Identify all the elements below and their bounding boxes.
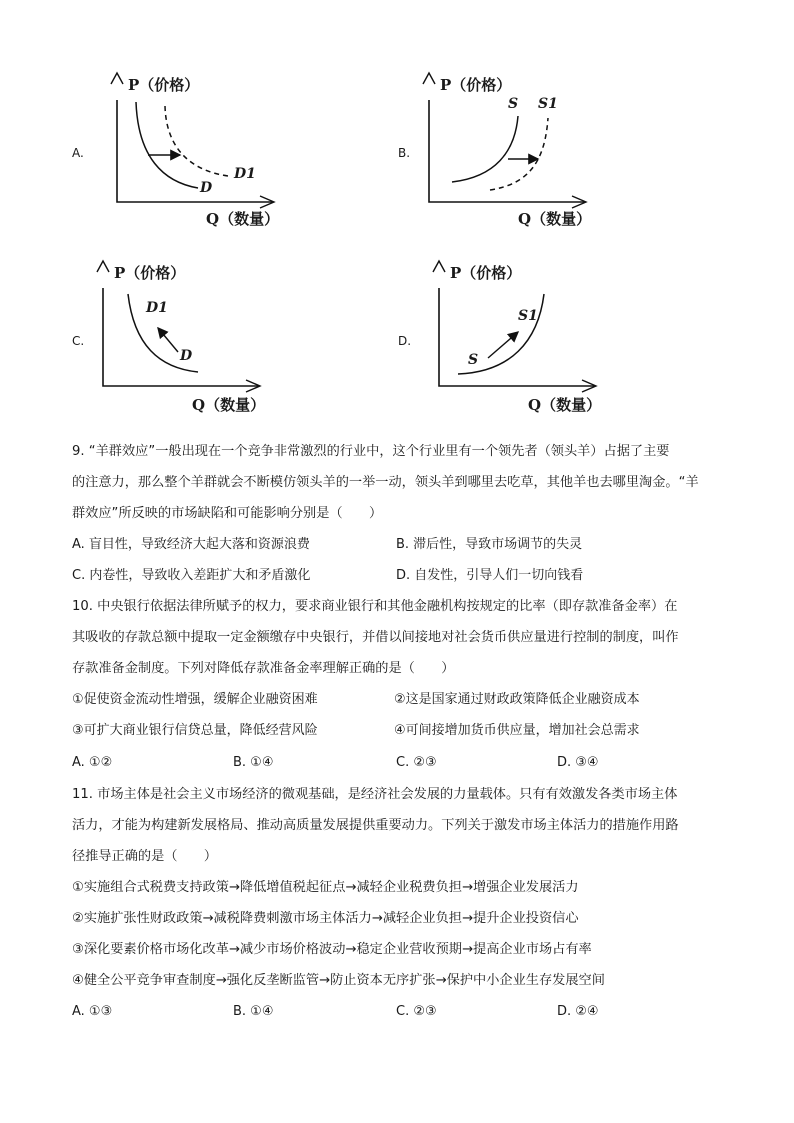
graph-d-movement-arrow [488,332,518,358]
q11-choice-d[interactable]: D. ②④ [557,1004,599,1019]
q11-stem-line: 活力，才能为构建新发展格局、推动高质量发展提供重要动力。下列关于激发市场主体活力的措施作用路 [72,818,679,833]
graph-b-x-axis-label: Q（数量） [518,210,592,228]
q10-stem-line: 存款准备金制度。下列对降低存款准备金率理解正确的是（ ） [72,661,455,676]
q11-statement-1: ①实施组合式税费支持政策→降低增值税起征点→减轻企业税费负担→增强企业发展活力 [72,880,579,895]
q10-stem-line: 10. 中央银行依据法律所赋予的权力，要求商业银行和其他金融机构按规定的比率（即存款准备金率）在 [72,599,678,614]
q10-stem-line: 其吸收的存款总额中提取一定金额缴存中央银行，并借以间接地对社会货币供应量进行控制的制度，叫作 [72,630,679,645]
q9-choice-d[interactable]: D. 自发性，引导人们一切向钱看 [396,568,584,583]
q10-choice-b[interactable]: B. ①④ [233,755,274,770]
q11-statement-4: ④健全公平竞争审查制度→强化反垄断监管→防止资本无序扩张→保护中小企业生存发展空间 [72,973,605,988]
graph-b-curve-s [452,116,518,182]
graph-a-curve-d [136,102,198,188]
graph-b-curve-s1 [490,118,548,190]
q9-choice-c[interactable]: C. 内卷性，导致收入差距扩大和矛盾激化 [72,568,311,583]
graph-d-axes [439,288,595,386]
graph-d-option-letter: D. [398,334,412,348]
q9-stem-line: 群效应”所反映的市场缺陷和可能影响分别是（ ） [72,506,383,521]
graph-a-curve-d-label: D [200,180,213,196]
q10-choice-c[interactable]: C. ②③ [396,755,437,770]
graph-b-curve-s1-label: S1 [538,96,558,112]
graph-a-curve-d1 [165,106,228,176]
q11-choice-c[interactable]: C. ②③ [396,1004,437,1019]
q9-stem-line: 的注意力，那么整个羊群就会不断模仿领头羊的一举一动，领头羊到哪里去吃草，其他羊也去哪里淘金。“羊 [72,475,699,490]
graph-c-movement-arrow [158,328,178,352]
q10-statement-2: ②这是国家通过财政政策降低企业融资成本 [394,692,640,707]
graph-c-point-d-label: D [180,348,193,364]
graph-c-x-axis-label: Q（数量） [192,396,266,414]
graph-a-option-letter: A. [72,146,84,160]
q9-choice-b[interactable]: B. 滞后性，导致市场调节的失灵 [396,537,583,552]
graph-b-option-letter: B. [398,146,411,160]
q11-choice-b[interactable]: B. ①④ [233,1004,274,1019]
graph-a-y-axis-label: P（价格） [128,76,200,94]
q11-stem-line: 11. 市场主体是社会主义市场经济的微观基础，是经济社会发展的力量载体。只有有效激发各类市场主体 [72,787,678,802]
q11-stem-line: 径推导正确的是（ ） [72,849,218,864]
q10-statement-4: ④可间接增加货币供应量，增加社会总需求 [394,723,640,738]
q11-choice-a[interactable]: A. ①③ [72,1004,113,1019]
graph-d-y-axis-label: P（价格） [450,264,522,282]
graph-b-y-axis-label: P（价格） [440,76,512,94]
graph-c-axes [103,288,259,386]
graph-d-point-s-label: S [468,352,479,368]
q9-choice-a[interactable]: A. 盲目性，导致经济大起大落和资源浪费 [72,537,310,552]
q11-statement-2: ②实施扩张性财政政策→减税降费刺激市场主体活力→减轻企业负担→提升企业投资信心 [72,911,579,926]
graph-a-x-axis-label: Q（数量） [206,210,280,228]
q10-statement-3: ③可扩大商业银行信贷总量，降低经营风险 [72,723,318,738]
graph-d-point-s1-label: S1 [518,308,538,324]
graph-d-x-axis-label: Q（数量） [528,396,602,414]
graph-c-y-axis-label: P（价格） [114,264,186,282]
graph-b-curve-s-label: S [508,96,519,112]
graph-a-curve-d1-label: D1 [234,166,256,182]
graph-c-option-letter: C. [72,334,85,348]
q10-choice-d[interactable]: D. ③④ [557,755,599,770]
graph-c-point-d1-label: D1 [146,300,168,316]
q11-statement-3: ③深化要素价格市场化改革→减少市场价格波动→稳定企业营收预期→提高企业市场占有率 [72,942,592,957]
q10-statement-1: ①促使资金流动性增强，缓解企业融资困难 [72,692,318,707]
q10-choice-a[interactable]: A. ①② [72,755,113,770]
q9-stem-line: 9. “羊群效应”一般出现在一个竞争非常激烈的行业中，这个行业里有一个领先者（领头羊）占据了主要 [72,444,670,459]
